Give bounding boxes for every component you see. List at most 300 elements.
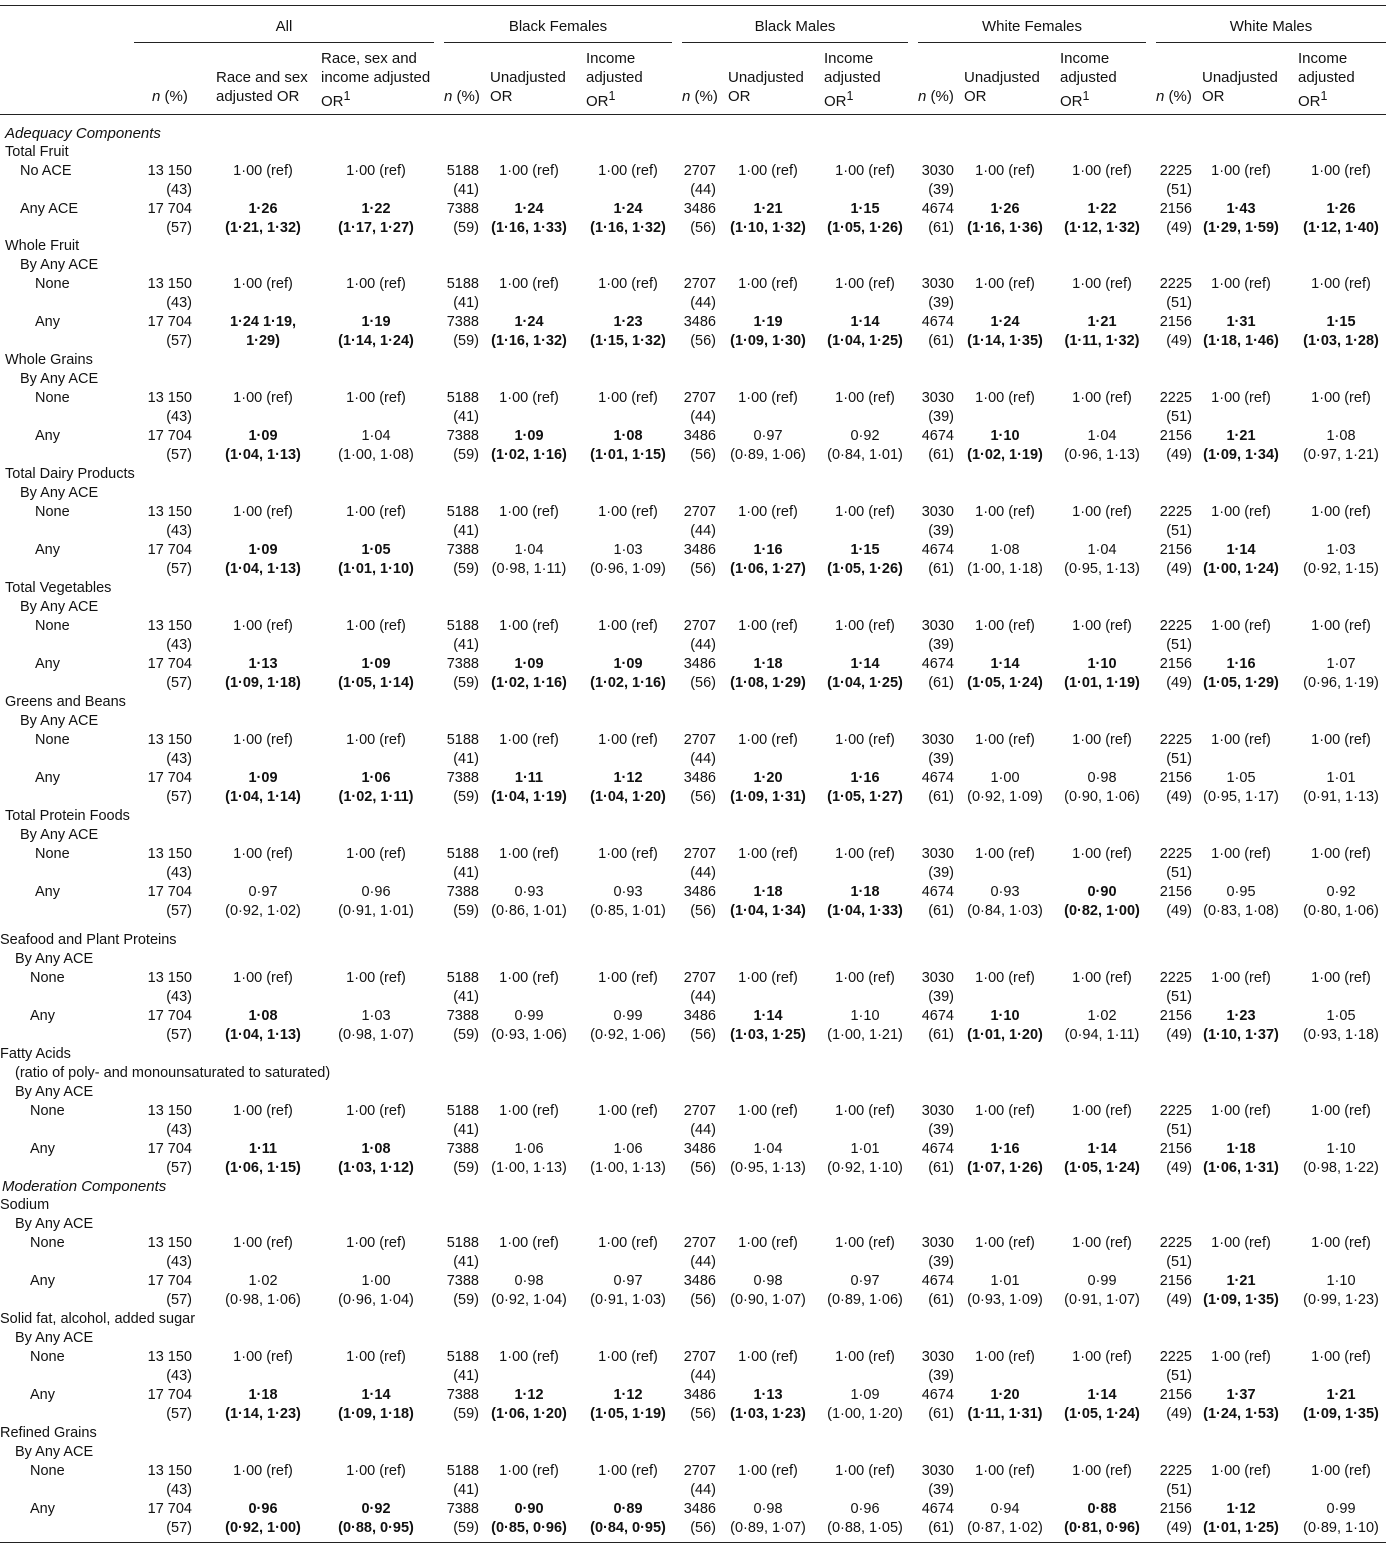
income-adjusted-header: Income adjusted $OR^1$ [1060, 50, 1117, 110]
or-estimate: 1·06 [361, 770, 391, 786]
or-ci: (1·03, 1·23) [730, 1406, 806, 1422]
or-ci: (1·03, 1·25) [730, 1027, 806, 1043]
or-ref-cell: 1·00 (ref) [598, 732, 658, 748]
income-adjusted-header: Income adjusted $OR^1$ [824, 50, 881, 110]
unadjusted-header: Unadjusted OR [728, 69, 804, 105]
n-percent: (51) [1166, 1122, 1192, 1138]
n-percent: (59) [453, 1406, 479, 1422]
or-ref-cell: 1·00 (ref) [738, 1349, 798, 1365]
or-ci: (0·84, 1·03) [967, 903, 1043, 919]
n-percent: (57) [166, 561, 192, 577]
or-ref-cell: 1·00 (ref) [835, 390, 895, 406]
n-percent: (56) [690, 1520, 716, 1536]
or-ref-cell: 1·00 (ref) [499, 1235, 559, 1251]
n-value: 2225 [1159, 504, 1192, 520]
income-adjusted-header: Income adjusted $OR^1$ [1298, 50, 1355, 110]
or-estimate: 1·02 [1087, 1008, 1117, 1024]
or-ci: (0·92, 1·09) [967, 789, 1043, 805]
or-ref-cell: 1·00 (ref) [738, 846, 798, 862]
or-estimate: 0·99 [1087, 1273, 1117, 1289]
n-value: 13 150 [147, 1463, 192, 1479]
component-name: Seafood and Plant Proteins [0, 932, 177, 948]
n-percent: (59) [453, 789, 479, 805]
or-ref-cell: 1·00 (ref) [499, 1463, 559, 1479]
or-ci: (1·04, 1·13) [225, 1027, 301, 1043]
n-value: 3486 [683, 428, 716, 444]
n-value: 7388 [446, 542, 479, 558]
n-value: 13 150 [147, 1103, 192, 1119]
n-value: 2156 [1159, 201, 1192, 217]
or-ref-cell: 1·00 (ref) [1211, 732, 1271, 748]
or-ref-cell: 1·00 (ref) [1311, 846, 1371, 862]
n-value: 13 150 [147, 1349, 192, 1365]
n-percent: (44) [690, 295, 716, 311]
n-value: 2156 [1159, 428, 1192, 444]
or-ref-cell: 1·00 (ref) [1211, 618, 1271, 634]
component-sub: By Any ACE [15, 1084, 94, 1100]
or-ci: (0·82, 1·00) [1064, 903, 1140, 919]
or-ci: (1·05, 1·27) [827, 789, 903, 805]
or-ci: (1·01, 1·19) [1064, 675, 1140, 691]
or-estimate: 1·26 [1326, 201, 1356, 217]
or-estimate: 0·97 [850, 1273, 880, 1289]
or-ci: (1·10, 1·32) [730, 220, 806, 236]
or-ci: (1·02, 1·16) [491, 675, 567, 691]
n-value: 3030 [921, 970, 954, 986]
n-value: 2156 [1159, 884, 1192, 900]
or-ci: (0·88, 0·95) [338, 1520, 414, 1536]
n-percent: (39) [928, 751, 954, 767]
n-value: 4674 [921, 201, 954, 217]
or-ci: (0·92, 1·04) [491, 1292, 567, 1308]
or-ci: (1·16, 1·32) [491, 333, 567, 349]
n-percent: (61) [928, 789, 954, 805]
or-ref-cell: 1·00 (ref) [598, 390, 658, 406]
n-percent: (43) [166, 989, 192, 1005]
row-label-any: Any [35, 314, 60, 330]
n-value: 5188 [446, 1103, 479, 1119]
group-header: Black Females [508, 18, 608, 35]
or-estimate: 1·18 [248, 1387, 278, 1403]
n-percent: (49) [1166, 903, 1192, 919]
n-percent: (43) [166, 295, 192, 311]
or-ci: (1·00, 1·13) [491, 1160, 567, 1176]
n-value: 4674 [921, 1387, 954, 1403]
n-percent: (49) [1166, 1027, 1192, 1043]
or-estimate: 0·96 [850, 1501, 880, 1517]
or-ci: (0·92, 1·15) [1303, 561, 1379, 577]
n-percent: (59) [453, 561, 479, 577]
or-estimate: 1·16 [753, 542, 783, 558]
row-label-any: Any [30, 1387, 55, 1403]
or-ref-cell: 1·00 (ref) [346, 504, 406, 520]
or-ref-cell: 1·00 (ref) [1072, 970, 1132, 986]
or-ref-cell: 1·00 (ref) [1072, 390, 1132, 406]
n-percent: (57) [166, 1160, 192, 1176]
income-adjusted-header: Income adjusted $OR^1$ [586, 50, 643, 110]
or-ref-cell: 1·00 (ref) [346, 390, 406, 406]
component-sub: By Any ACE [15, 1444, 94, 1460]
row-label-none: None [30, 1103, 65, 1119]
n-value: 2707 [683, 732, 716, 748]
or-ref-cell: 1·00 (ref) [346, 1349, 406, 1365]
n-value: 5188 [446, 276, 479, 292]
component-sub: By Any ACE [20, 371, 99, 387]
or-ci: (0·89, 1·10) [1303, 1520, 1379, 1536]
n-percent: (44) [690, 1368, 716, 1384]
n-value: 3030 [921, 732, 954, 748]
n-percent: (57) [166, 1406, 192, 1422]
or-ci: (1·09, 1·35) [1203, 1292, 1279, 1308]
or-ci: (1·10, 1·37) [1203, 1027, 1279, 1043]
n-percent: (61) [928, 220, 954, 236]
or-estimate: 0·89 [613, 1501, 643, 1517]
n-value: 7388 [446, 1501, 479, 1517]
or-ci: (1·00, 1·13) [590, 1160, 666, 1176]
n-percent: (59) [453, 1292, 479, 1308]
or-ci: (0·98, 1·11) [491, 561, 567, 577]
n-value: 4674 [921, 1501, 954, 1517]
or-ci: (1·12, 1·32) [1064, 220, 1140, 236]
or-estimate: 0·92 [361, 1501, 391, 1517]
or-ref-cell: 1·00 (ref) [1211, 390, 1271, 406]
or-estimate: 1·10 [1326, 1273, 1356, 1289]
n-value: 7388 [446, 428, 479, 444]
or-ci: (1·09, 1·18) [225, 675, 301, 691]
n-percent: (39) [928, 1368, 954, 1384]
or-estimate: 1·08 [248, 1008, 278, 1024]
or-estimate: 1·23 [613, 314, 643, 330]
n-value: 2225 [1159, 1349, 1192, 1365]
n-value: 17 704 [147, 1387, 192, 1403]
or-ci: 1·29) [246, 333, 280, 349]
n-percent: (56) [690, 1160, 716, 1176]
n-value: 5188 [446, 1463, 479, 1479]
section-title: Adequacy Components [5, 125, 161, 142]
n-value: 2225 [1159, 618, 1192, 634]
n-value: 17 704 [147, 884, 192, 900]
or-ci: (0·95, 1·13) [1064, 561, 1140, 577]
component-sub: By Any ACE [15, 951, 94, 967]
or-ci: (1·02, 1·19) [967, 447, 1043, 463]
row-label-none: No ACE [20, 163, 72, 179]
n-value: 17 704 [147, 1141, 192, 1157]
or-estimate: 1·08 [1326, 428, 1356, 444]
n-percent: (43) [166, 637, 192, 653]
or-ref-cell: 1·00 (ref) [233, 732, 293, 748]
or-ci: (1·16, 1·32) [590, 220, 666, 236]
race-sex-adjusted-header: Race and sex adjusted OR [216, 69, 308, 105]
or-ref-cell: 1·00 (ref) [1211, 163, 1271, 179]
component-sub: By Any ACE [20, 599, 99, 615]
n-value: 2225 [1159, 163, 1192, 179]
or-estimate: 1·21 [1087, 314, 1117, 330]
or-estimate: 1·21 [753, 201, 783, 217]
n-percent: (56) [690, 903, 716, 919]
or-ci: (1·17, 1·27) [338, 220, 414, 236]
or-ref-cell: 1·00 (ref) [499, 1103, 559, 1119]
or-ci: (1·07, 1·26) [967, 1160, 1043, 1176]
or-ref-cell: 1·00 (ref) [835, 1235, 895, 1251]
n-value: 2707 [683, 504, 716, 520]
n-percent: (56) [690, 447, 716, 463]
n-value: 2707 [683, 846, 716, 862]
n-percent: (61) [928, 561, 954, 577]
or-estimate: 1·10 [990, 1008, 1020, 1024]
n-value: 2225 [1159, 970, 1192, 986]
n-value: 5188 [446, 163, 479, 179]
or-ci: (1·01, 1·15) [590, 447, 666, 463]
n-value: 3486 [683, 314, 716, 330]
or-ref-cell: 1·00 (ref) [499, 276, 559, 292]
n-value: 4674 [921, 770, 954, 786]
or-ref-cell: 1·00 (ref) [233, 504, 293, 520]
or-estimate: 1·13 [248, 656, 278, 672]
or-estimate: 1·21 [1226, 428, 1256, 444]
or-estimate: 1·14 [1226, 542, 1256, 558]
or-ci: (0·80, 1·06) [1303, 903, 1379, 919]
or-ref-cell: 1·00 (ref) [598, 1349, 658, 1365]
or-estimate: 1·01 [850, 1141, 880, 1157]
n-percent: (39) [928, 1254, 954, 1270]
n-percent-header: n (%) [444, 88, 480, 105]
or-estimate: 1·09 [248, 770, 278, 786]
or-ref-cell: 1·00 (ref) [835, 618, 895, 634]
n-percent: (44) [690, 182, 716, 198]
group-rule-4 [1156, 42, 1386, 43]
or-ci: (1·01, 1·25) [1203, 1520, 1279, 1536]
n-value: 7388 [446, 1008, 479, 1024]
or-ci: (0·87, 1·02) [967, 1520, 1043, 1536]
or-ref-cell: 1·00 (ref) [499, 970, 559, 986]
n-percent: (43) [166, 1482, 192, 1498]
or-ref-cell: 1·00 (ref) [1311, 276, 1371, 292]
or-ref-cell: 1·00 (ref) [598, 504, 658, 520]
n-value: 3030 [921, 846, 954, 862]
n-value: 5188 [446, 1349, 479, 1365]
or-estimate: 0·93 [613, 884, 643, 900]
n-value: 13 150 [147, 970, 192, 986]
n-percent: (44) [690, 1254, 716, 1270]
n-value: 7388 [446, 1387, 479, 1403]
n-value: 2225 [1159, 1463, 1192, 1479]
n-value: 3486 [683, 1141, 716, 1157]
n-value: 3030 [921, 1349, 954, 1365]
n-value: 7388 [446, 1273, 479, 1289]
or-ref-cell: 1·00 (ref) [1072, 732, 1132, 748]
or-ref-cell: 1·00 (ref) [1072, 1235, 1132, 1251]
or-ref-cell: 1·00 (ref) [975, 1235, 1035, 1251]
or-estimate: 1·37 [1226, 1387, 1256, 1403]
or-ref-cell: 1·00 (ref) [738, 163, 798, 179]
group-rule-0 [134, 42, 434, 43]
or-ci: (1·18, 1·46) [1203, 333, 1279, 349]
or-ref-cell: 1·00 (ref) [233, 846, 293, 862]
or-ci: (1·00, 1·18) [967, 561, 1043, 577]
or-estimate: 1·09 [361, 656, 391, 672]
or-ref-cell: 1·00 (ref) [1211, 846, 1271, 862]
or-estimate: 1·14 [361, 1387, 391, 1403]
or-ref-cell: 1·00 (ref) [835, 504, 895, 520]
or-ci: (0·90, 1·06) [1064, 789, 1140, 805]
row-label-none: None [30, 1349, 65, 1365]
or-estimate: 1·21 [1226, 1273, 1256, 1289]
n-value: 3030 [921, 1463, 954, 1479]
or-estimate: 0·94 [990, 1501, 1020, 1517]
or-ref-cell: 1·00 (ref) [738, 390, 798, 406]
n-value: 17 704 [147, 314, 192, 330]
or-ci: (1·05, 1·26) [827, 220, 903, 236]
or-ci: (1·03, 1·12) [338, 1160, 414, 1176]
n-percent: (59) [453, 675, 479, 691]
or-estimate: 1·24 [990, 314, 1020, 330]
or-ci: (0·91, 1·03) [590, 1292, 666, 1308]
or-estimate: 1·19 [753, 314, 783, 330]
n-percent: (56) [690, 675, 716, 691]
or-estimate: 0·93 [990, 884, 1020, 900]
or-estimate: 1·09 [248, 542, 278, 558]
or-estimate: 1·04 [1087, 428, 1117, 444]
or-ci: (1·08, 1·29) [730, 675, 806, 691]
n-percent: (59) [453, 1520, 479, 1536]
or-ci: (0·89, 1·07) [730, 1520, 806, 1536]
group-header: White Males [1229, 18, 1313, 35]
or-estimate: 1·18 [753, 884, 783, 900]
n-value: 2707 [683, 276, 716, 292]
or-ci: (1·05, 1·14) [338, 675, 414, 691]
or-ref-cell: 1·00 (ref) [346, 1103, 406, 1119]
or-ci: (0·96, 1·04) [338, 1292, 414, 1308]
n-value: 13 150 [147, 390, 192, 406]
or-ci: (1·04, 1·25) [827, 333, 903, 349]
n-percent: (61) [928, 1406, 954, 1422]
or-ci: (1·09, 1·30) [730, 333, 806, 349]
or-estimate: 1·09 [850, 1387, 880, 1403]
row-label-none: None [35, 846, 70, 862]
or-ci: (1·06, 1·20) [491, 1406, 567, 1422]
n-value: 3030 [921, 163, 954, 179]
or-ref-cell: 1·00 (ref) [233, 1463, 293, 1479]
or-estimate: 0·97 [753, 428, 783, 444]
or-ci: (1·14, 1·35) [967, 333, 1043, 349]
or-ci: (0·98, 1·07) [338, 1027, 414, 1043]
n-percent: (59) [453, 903, 479, 919]
or-ci: (1·06, 1·27) [730, 561, 806, 577]
or-ci: (0·90, 1·07) [730, 1292, 806, 1308]
row-label-none: None [30, 1235, 65, 1251]
n-value: 4674 [921, 1141, 954, 1157]
or-ref-cell: 1·00 (ref) [346, 163, 406, 179]
n-value: 2156 [1159, 314, 1192, 330]
n-value: 5188 [446, 846, 479, 862]
or-estimate: 1·01 [990, 1273, 1020, 1289]
or-estimate: 0·97 [248, 884, 278, 900]
or-estimate: 1·04 [361, 428, 391, 444]
or-ref-cell: 1·00 (ref) [1311, 1103, 1371, 1119]
row-label-any: Any [30, 1501, 55, 1517]
or-ci: (1·11, 1·32) [1064, 333, 1140, 349]
n-percent: (44) [690, 1482, 716, 1498]
n-value: 2707 [683, 390, 716, 406]
row-label-any: Any [30, 1273, 55, 1289]
n-percent: (49) [1166, 447, 1192, 463]
n-value: 3486 [683, 884, 716, 900]
n-value: 13 150 [147, 163, 192, 179]
n-value: 3030 [921, 276, 954, 292]
or-ref-cell: 1·00 (ref) [1072, 1349, 1132, 1365]
n-percent: (56) [690, 789, 716, 805]
group-header: Black Males [754, 18, 836, 35]
or-ref-cell: 1·00 (ref) [1211, 970, 1271, 986]
or-estimate: 1·24 [514, 201, 544, 217]
or-estimate: 0·98 [1087, 770, 1117, 786]
or-ci: (0·97, 1·21) [1303, 447, 1379, 463]
row-label-none: None [30, 1463, 65, 1479]
or-estimate: 0·99 [514, 1008, 544, 1024]
or-ci: (0·89, 1·06) [827, 1292, 903, 1308]
or-estimate: 1·09 [514, 656, 544, 672]
n-percent: (57) [166, 903, 192, 919]
or-estimate: 0·99 [613, 1008, 643, 1024]
or-estimate: 1·12 [514, 1387, 544, 1403]
n-value: 5188 [446, 970, 479, 986]
n-value: 2156 [1159, 1008, 1192, 1024]
or-ref-cell: 1·00 (ref) [598, 1103, 658, 1119]
or-ci: (0·92, 1·02) [225, 903, 301, 919]
or-ci: (1·15, 1·32) [590, 333, 666, 349]
or-ref-cell: 1·00 (ref) [835, 163, 895, 179]
or-estimate: 1·01 [1326, 770, 1356, 786]
n-percent: (57) [166, 675, 192, 691]
or-ci: (0·84, 1·01) [827, 447, 903, 463]
n-value: 4674 [921, 1273, 954, 1289]
n-percent: (41) [453, 182, 479, 198]
or-ref-cell: 1·00 (ref) [1072, 504, 1132, 520]
n-value: 7388 [446, 314, 479, 330]
or-ci: (1·05, 1·19) [590, 1406, 666, 1422]
n-value: 3030 [921, 504, 954, 520]
or-ci: (0·92, 1·06) [590, 1027, 666, 1043]
n-percent: (41) [453, 751, 479, 767]
or-estimate: 1·22 [361, 201, 391, 217]
n-value: 5188 [446, 732, 479, 748]
n-percent: (57) [166, 333, 192, 349]
row-label-none: None [35, 618, 70, 634]
or-estimate: 1·09 [248, 428, 278, 444]
or-ref-cell: 1·00 (ref) [1311, 732, 1371, 748]
n-value: 4674 [921, 884, 954, 900]
n-percent: (43) [166, 1368, 192, 1384]
or-ci: (0·98, 1·06) [225, 1292, 301, 1308]
or-ref-cell: 1·00 (ref) [1072, 1463, 1132, 1479]
or-ref-cell: 1·00 (ref) [598, 1463, 658, 1479]
component-name: Fatty Acids [0, 1046, 71, 1062]
n-percent: (59) [453, 447, 479, 463]
or-estimate: 1·16 [850, 770, 880, 786]
row-label-any: Any [35, 428, 60, 444]
or-ref-cell: 1·00 (ref) [233, 1349, 293, 1365]
or-estimate: 1·16 [1226, 656, 1256, 672]
n-percent: (57) [166, 220, 192, 236]
or-ci: (0·88, 1·05) [827, 1520, 903, 1536]
n-value: 17 704 [147, 1501, 192, 1517]
or-estimate: 1·05 [361, 542, 391, 558]
n-value: 2707 [683, 1103, 716, 1119]
n-value: 4674 [921, 1008, 954, 1024]
or-ref-cell: 1·00 (ref) [346, 618, 406, 634]
n-percent: (59) [453, 220, 479, 236]
or-ref-cell: 1·00 (ref) [1211, 1349, 1271, 1365]
